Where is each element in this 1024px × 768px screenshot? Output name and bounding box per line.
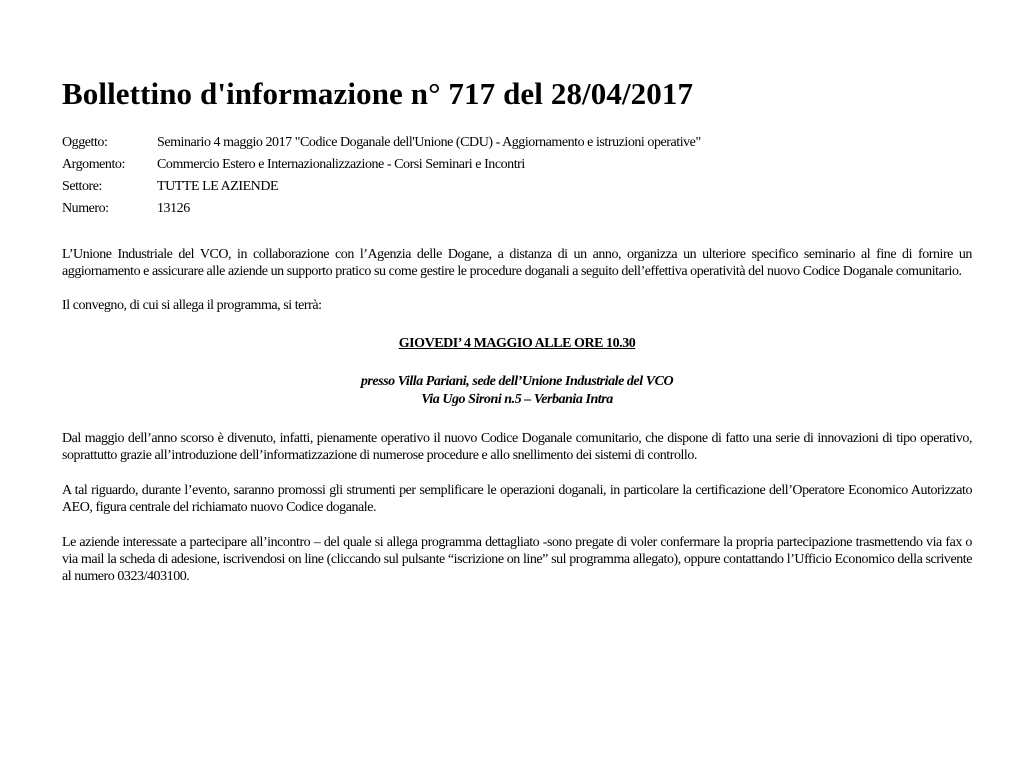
meta-label: Settore: — [62, 179, 102, 194]
paragraph-convegno: Il convegno, di cui si allega il programma, si terrà: — [62, 298, 322, 313]
event-date: GIOVEDI’ 4 MAGGIO ALLE ORE 10.30 — [398, 336, 636, 351]
meta-value: 13126 — [157, 201, 190, 216]
paragraph-iscrizione: Le aziende interessate a partecipare all’incontro – del quale si allega programma dettagliato -sono pregate di voler confermare la propria partecipazione trasmettendo via fax o via mail la scheda di adesione, iscrivendosi on line (cliccando sul pulsante “iscrizione on line” sul programma allegato), oppure contattando l’Ufficio Economico della scrivente al numero 0323/403100. — [62, 535, 972, 584]
paragraph-codice: Dal maggio dell’anno scorso è divenuto, infatti, pienamente operativo il nuovo Codice Doganale comunitario, che dispone di fatto una serie di innovazioni di tipo operativo, soprattutto grazie all’introduzione dell’informatizzazione di numerose procedure e allo snellimento dei sistemi di controllo. — [62, 431, 972, 463]
venue-line-1: presso Villa Pariani, sede dell’Unione Industriale del VCO — [360, 374, 674, 389]
meta-row-settore — [62, 176, 972, 198]
paragraph-aeo: A tal riguardo, durante l’evento, saranno promossi gli strumenti per semplificare le operazioni doganali, in particolare la certificazione dell’Operatore Economico Autorizzato AEO, figura centrale del richiamato nuovo Codice doganale. — [62, 483, 972, 515]
meta-value: Commercio Estero e Internazionalizzazione - Corsi Seminari e Incontri — [157, 157, 525, 172]
event-venue — [62, 373, 972, 409]
meta-label: Oggetto: — [62, 135, 108, 150]
meta-value: TUTTE LE AZIENDE — [157, 179, 279, 194]
meta-value: Seminario 4 maggio 2017 "Codice Doganale dell'Unione (CDU) - Aggiornamento e istruzioni operative" — [157, 135, 701, 150]
meta-label: Argomento: — [62, 157, 125, 172]
meta-label: Numero: — [62, 201, 109, 216]
meta-row-numero — [62, 198, 972, 220]
bulletin-page — [62, 76, 972, 585]
page-title: Bollettino d'informazione n° 717 del 28/04/2017 — [62, 76, 694, 111]
venue-line-2: Via Ugo Sironi n.5 – Verbania Intra — [421, 392, 613, 407]
meta-row-argomento — [62, 154, 972, 176]
meta-block — [62, 132, 972, 220]
meta-row-oggetto — [62, 132, 972, 154]
paragraph-intro: L’Unione Industriale del VCO, in collaborazione con l’Agenzia delle Dogane, a distanza di un anno, organizza un ulteriore specifico seminario al fine di fornire un aggiornamento e assicurare alle aziende un supporto pratico su come gestire le procedure doganali a seguito dell’effettiva operatività del nuovo Codice Doganale comunitario. — [62, 247, 972, 279]
